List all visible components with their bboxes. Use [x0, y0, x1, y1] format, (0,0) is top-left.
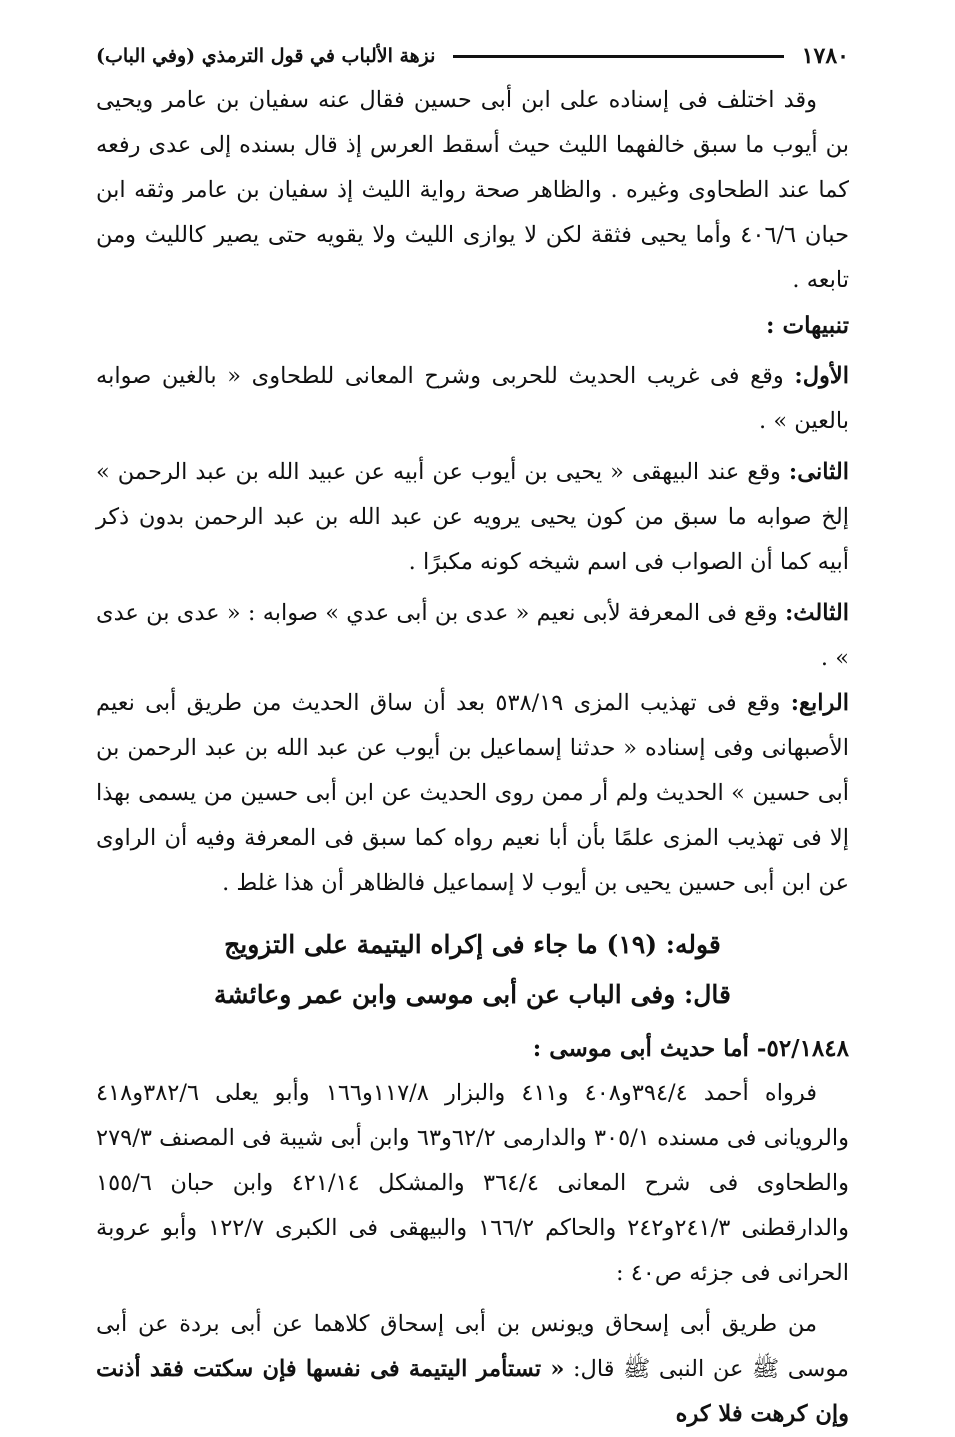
main-text — [96, 78, 849, 1437]
note-second — [96, 450, 849, 585]
note-third-label: الثالث: — [784, 600, 849, 626]
note-second-text: وقع عند البيهقى « يحيى بن أيوب عن أبيه عن عبيد الله بن عبد الرحمن » إلخ صوابه ما سبق من كون يحيى يرويه عن عبد الله بن عبد الرحمن بدون ذكر أبيه كما أن الصواب فى اسم شيخه كونه مكبرًا . — [96, 459, 849, 575]
note-fourth-label: الرابع: — [790, 690, 850, 716]
paragraph-isnad-discussion: وقد اختلف فى إسناده على ابن أبى حسين فقال عنه سفيان بن عامر ويحيى بن أيوب ما سبق خالفهما الليث حيث أسقط العرس إذ قال بسنده إلى عدى رفعه كما عند الطحاوى وغيره . والظاهر صحة رواية الليث إذ سفيان بن عامر وثقه ابن حبان ٤٠٦/٦ وأما يحيى فثقة لكن لا يوازى الليث ولا يقويه حتى يصير كالليث ومن تابعه . — [96, 87, 849, 293]
note-third — [96, 591, 849, 681]
chapter-subtitle: قال: وفى الباب عن أبى موسى وابن عمر وعائشة — [214, 980, 731, 1009]
page — [96, 34, 849, 1437]
chain-paragraph — [96, 1302, 849, 1437]
running-header — [96, 34, 849, 78]
sources-paragraph: فرواه أحمد ٣٩٤/٤و٤٠٨ و٤١١ والبزار ١١٧/٨و١٦٦ وأبو يعلى ٣٨٢/٦و٤١٨ والرويانى فى مسنده ٣٠٥/١ والدارمى ٦٢/٢و٦٣ وابن أبى شيبة فى المصنف ٢٧٩/٣ والطحاوى فى شرح المعانى ٣٦٤/٤ والمشكل ٤٢١/١٤ وابن حبان ١٥٥/٦ والدارقطنى ٢٤١/٣و٢٤٢ والحاكم ١٦٦/٢ والبيهقى فى الكبرى ١٢٢/٧ وأبو عروبة الحرانى فى جزئه ص٤٠ : — [96, 1080, 849, 1286]
book-title: نزهة الألباب في قول الترمذي (وفي الباب) — [96, 45, 436, 67]
header-rule — [453, 55, 783, 58]
note-first-label: الأول: — [794, 363, 849, 389]
note-fourth-text: وقع فى تهذيب المزى ٥٣٨/١٩ بعد أن ساق الحديث من طريق أبى نعيم الأصبهانى وفى إسناده « حدثنا إسماعيل بن أيوب عن عبد الله بن عبد الرحمن بن أبى حسين » الحديث ولم أر ممن روى الحديث عن ابن أبى حسين من يسمى بهذا إلا فى تهذيب المزى علمًا بأن أبا نعيم رواه كما سبق فى المعرفة وفيه أن الراوى عن ابن أبى حسين يحيى بن أيوب لا إسماعيل فالظاهر أن هذا غلط . — [96, 690, 849, 896]
hadith-text: « تستأمر اليتيمة فى نفسها فإن سكتت فقد أذنت وإن كرهت فلا كره — [96, 1356, 849, 1427]
notes-heading: تنبيهات : — [766, 312, 849, 339]
chapter-title: قوله: (١٩) ما جاء فى إكراه اليتيمة على التزويج — [224, 930, 721, 959]
note-second-label: الثانى: — [788, 459, 849, 485]
page-number: ١٧٨٠ — [801, 43, 849, 69]
note-first-text: وقع فى غريب الحديث للحربى وشرح المعانى للطحاوى « بالغين صوابه بالعين » . — [96, 363, 849, 434]
note-first — [96, 354, 849, 444]
note-third-text: وقع فى المعرفة لأبى نعيم « عدى بن أبى عدي » صوابه : « عدى بن عدى » . — [96, 600, 849, 671]
chain-text: من طريق أبى إسحاق ويونس بن أبى إسحاق كلاهما عن أبى بردة عن أبى موسى ﷺ عن النبى ﷺ قال: — [96, 1311, 849, 1382]
note-fourth — [96, 681, 849, 906]
entry-number-heading: ٥٢/١٨٤٨- أما حديث أبى موسى : — [532, 1035, 849, 1062]
